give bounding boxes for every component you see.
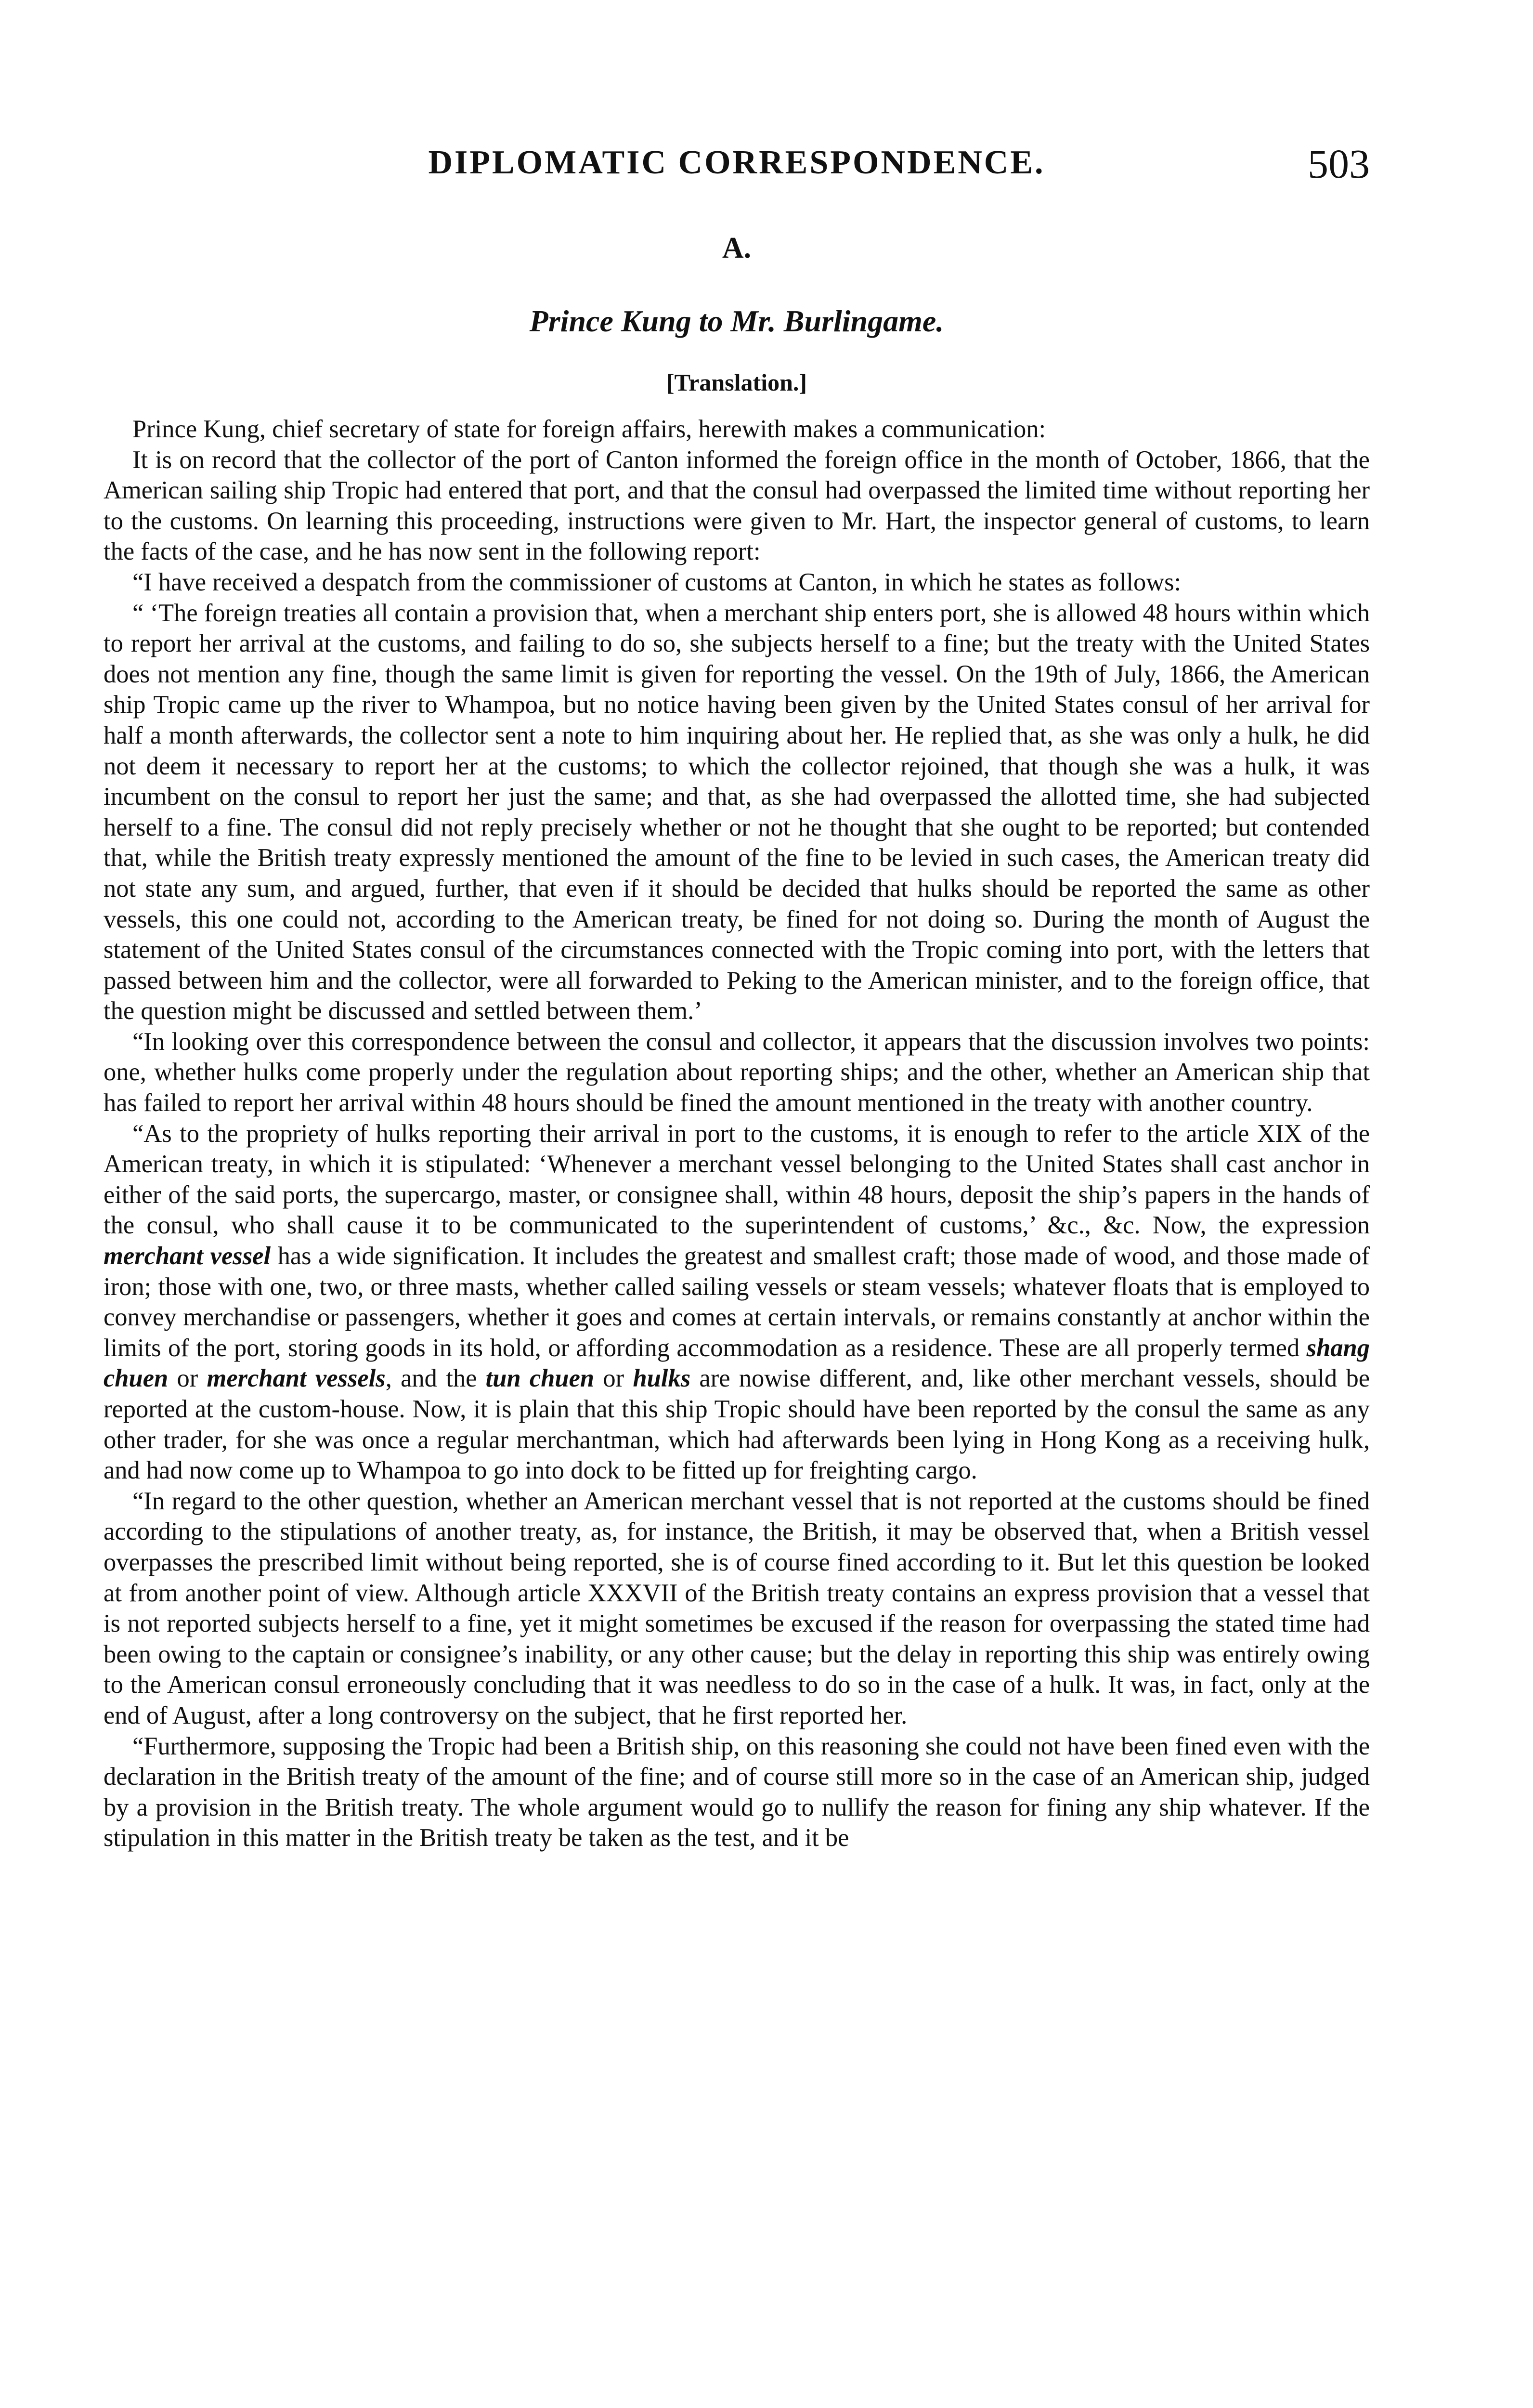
paragraph-hulks-text-6: are nowise different, and, like other merchant vessels, should be reported at the custom-house. Now, it is plain that this ship Tropic should have been reported by the consul the same as any other trader, for she was once a regular merchantman, which had afterwards been lying in Hong Kong as a receiving hulk, and had now come up to Whampoa to go into dock to be fitted up for freighting cargo.	[104, 1364, 1370, 1485]
document-page	[104, 0, 1370, 2408]
term-hulks: hulks	[633, 1364, 691, 1393]
paragraph-hulks-reporting	[104, 1119, 1370, 1486]
translation-note: [Translation.]	[666, 369, 807, 396]
term-shang-chuen: shang chuen	[104, 1334, 1370, 1393]
paragraph-despatch-intro: “I have received a despatch from the commissioner of customs at Canton, in which he states as follows:	[132, 568, 1182, 596]
term-merchant-vessels: merchant vessels	[207, 1364, 386, 1393]
paragraph-commissioner-statement: “ ‘The foreign treaties all contain a provision that, when a merchant ship enters port, she is allowed 48 hours within which to report her arrival at the customs, and failing to do so, she subjects herself to a fine; but the treaty with the United States does not mention any fine, though the same limit is given for reporting the vessel. On the 19th of July, 1866, the American ship Tropic came up the river to Whampoa, but no notice having been given by the United States consul of her arrival for half a month afterwards, the collector sent a note to him inquiring about her. He replied that, as she was only a hulk, he did not deem it necessary to report her at the customs; to which the collector rejoined, that though she was a hulk, it was incumbent on the consul to report her just the same; and that, as she had overpassed the allotted time, she had subjected herself to a fine. The consul did not reply precisely whether or not he thought that she ought to be reported; but contended that, while the British treaty expressly mentioned the amount of the fine to be levied in such cases, the American treaty did not state any sum, and argued, further, that even if it should be decided that hulks should be reported the same as other vessels, this one could not, according to the American treaty, be fined for not doing so. During the month of August the statement of the United States consul of the circumstances connected with the Tropic coming into port, with the letters that passed between him and the collector, were all forwarded to Peking to the American minister, and to the foreign office, that the question might be discussed and settled between them.’	[104, 599, 1370, 1025]
paragraph-hulks-text-2: has a wide signification. It includes the greatest and smallest craft; those made of wood, and those made of iron; those with one, two, or three masts, whether called sailing vessels or steam vessels; whatever floats that is employed to convey merchandise or passengers, whether it goes and comes at certain intervals, or remains constantly at anchor within the limits of the port, storing goods in its hold, or affording accommodation as a residence. These are all properly termed	[104, 1242, 1370, 1362]
paragraph-furthermore: “Furthermore, supposing the Tropic had been a British ship, on this reasoning she could not have been fined even with the declaration in the British treaty of the amount of the fine; and of course still more so in the case of an American ship, judged by a provision in the British treaty. The whole argument would go to nullify the reason for fining any ship whatever. If the stipulation in this matter in the British treaty be taken as the test, and it be	[104, 1732, 1370, 1852]
paragraph-hulks-text-3: or	[168, 1364, 207, 1393]
page-header	[104, 141, 1370, 194]
section-letter: A.	[722, 232, 752, 264]
paragraph-hulks-text-1: “As to the propriety of hulks reporting their arrival in port to the customs, it is enough to refer to the article XIX of the American treaty, in which it is stipulated: ‘Whenever a merchant vessel belonging to the United States shall cast anchor in either of the said ports, the supercargo, master, or consignee shall, within 48 hours, deposit the ship’s papers in the hands of the consul, who shall cause it to be communicated to the superintendent of customs,’ &c., &c. Now, the expression	[104, 1119, 1370, 1240]
paragraph-two-points: “In looking over this correspondence between the consul and collector, it appears that the discussion involves two points: one, whether hulks come properly under the regulation about reporting ships; and the other, whether an American ship that has failed to report her arrival within 48 hours should be fined the amount mentioned in the treaty with another country.	[104, 1027, 1370, 1117]
paragraph-hulks-text-4: , and the	[385, 1364, 486, 1393]
paragraph-record: It is on record that the collector of the port of Canton informed the foreign office in the month of October, 1866, that the American sailing ship Tropic had entered that port, and that the consul had overpassed the limited time without reporting her to the customs. On learning this proceeding, instructions were given to Mr. Hart, the inspector general of customs, to learn the facts of the case, and he has now sent in the following report:	[104, 445, 1370, 566]
paragraph-salutation: Prince Kung, chief secretary of state for foreign affairs, herewith makes a communication:	[132, 415, 1046, 443]
paragraph-hulks-text-5: or	[594, 1364, 633, 1393]
paragraph-other-question: “In regard to the other question, whether an American merchant vessel that is not reported at the customs should be fined according to the stipulations of another treaty, as, for instance, the British, it may be observed that, when a British vessel overpasses the prescribed limit without being reported, she is of course fined according to it. But let this question be looked at from another point of view. Although article XXXVII of the British treaty contains an express provision that a vessel that is not reported subjects herself to a fine, yet it might sometimes be excused if the reason for overpassing the stated time had been owing to the captain or consignee’s inability, or any other cause; but the delay in reporting this ship was entirely owing to the American consul erroneously concluding that it was needless to do so in the case of a hulk. It was, in fact, only at the end of August, after a long controversy on the subject, that he first reported her.	[104, 1487, 1370, 1729]
running-title: DIPLOMATIC CORRESPONDENCE.	[428, 144, 1045, 181]
body-text	[104, 414, 1370, 1854]
page-number: 503	[1308, 141, 1370, 187]
term-merchant-vessel: merchant vessel	[104, 1242, 271, 1270]
term-tun-chuen: tun chuen	[485, 1364, 595, 1393]
document-title: Prince Kung to Mr. Burlingame.	[529, 304, 944, 338]
